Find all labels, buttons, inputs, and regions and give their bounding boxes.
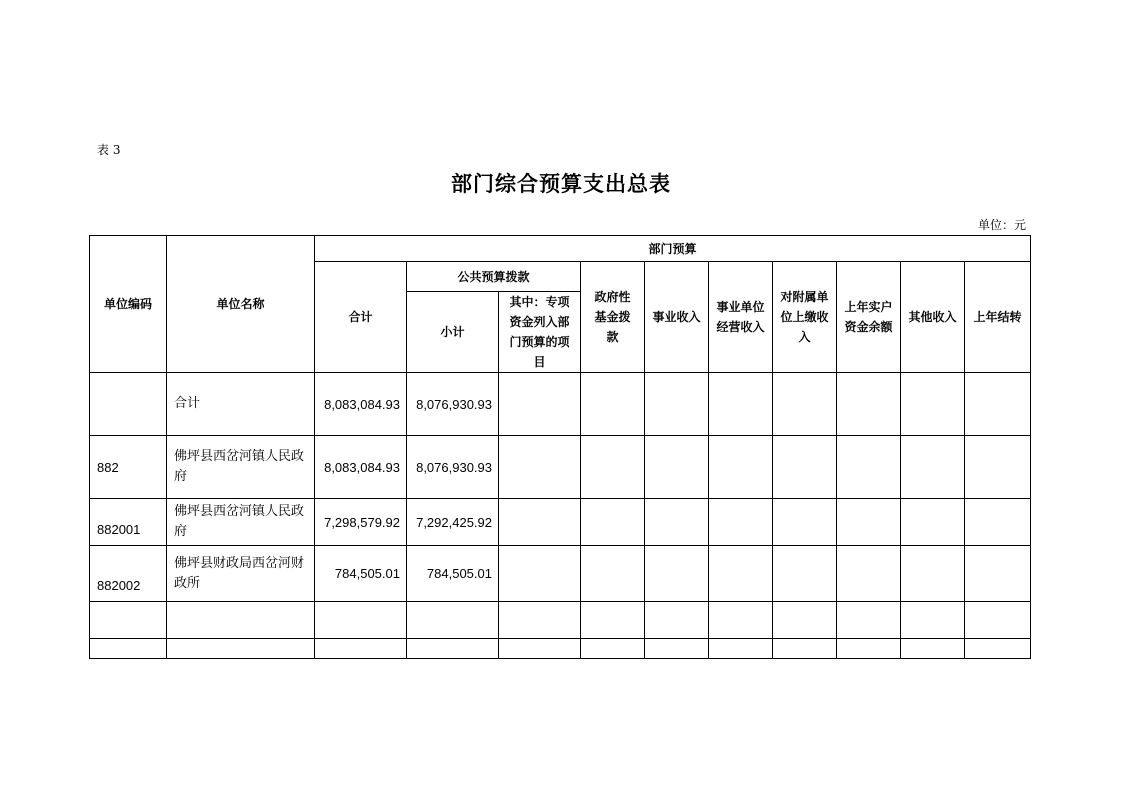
header-dept-budget: 部门预算: [315, 236, 1031, 262]
header-unit-code: 单位编码: [90, 236, 167, 373]
cell-code: 882001: [90, 499, 167, 546]
unit-label: 单位：元: [977, 218, 1026, 232]
table-row: [90, 436, 1031, 499]
header-other-income: 其他收入: [901, 262, 965, 373]
cell-code: 882: [90, 436, 167, 499]
header-public-budget: 公共预算拨款: [407, 262, 581, 292]
cell-subtotal: 8,076,930.93: [407, 373, 499, 436]
cell-total: 784,505.01: [315, 546, 407, 602]
budget-expenditure-table: [89, 235, 1031, 659]
cell-name: 佛坪县西岔河镇人民政府: [167, 436, 315, 499]
cell-subtotal: 784,505.01: [407, 546, 499, 602]
header-total: 合计: [315, 262, 407, 373]
header-carryover: 上年结转: [965, 262, 1031, 373]
table-number-label: 表 3: [97, 143, 121, 157]
cell-name: 合计: [167, 373, 315, 436]
header-gov-fund: 政府性基金拨款: [581, 262, 645, 373]
cell-name: 佛坪县西岔河镇人民政府: [167, 499, 315, 546]
header-unit-name: 单位名称: [167, 236, 315, 373]
header-subtotal: 小计: [407, 292, 499, 373]
page-title: 部门综合预算支出总表: [451, 172, 671, 196]
header-business-income: 事业收入: [645, 262, 709, 373]
header-operating-income: 事业单位经营收入: [709, 262, 773, 373]
cell-code: [90, 373, 167, 436]
header-special-funds: 其中：专项资金列入部门预算的项目: [499, 292, 581, 373]
table-row-empty: [90, 639, 1031, 659]
header-subordinate-income: 对附属单位上缴收入: [773, 262, 837, 373]
cell-subtotal: 8,076,930.93: [407, 436, 499, 499]
table-row: [90, 373, 1031, 436]
cell-total: 8,083,084.93: [315, 436, 407, 499]
cell-name: 佛坪县财政局西岔河财政所: [167, 546, 315, 602]
table-row-empty: [90, 602, 1031, 639]
cell-total: 8,083,084.93: [315, 373, 407, 436]
table-row: [90, 499, 1031, 546]
header-prior-balance: 上年实户资金余额: [837, 262, 901, 373]
cell-code: 882002: [90, 546, 167, 602]
cell-total: 7,298,579.92: [315, 499, 407, 546]
cell-subtotal: 7,292,425.92: [407, 499, 499, 546]
table-row: [90, 546, 1031, 602]
